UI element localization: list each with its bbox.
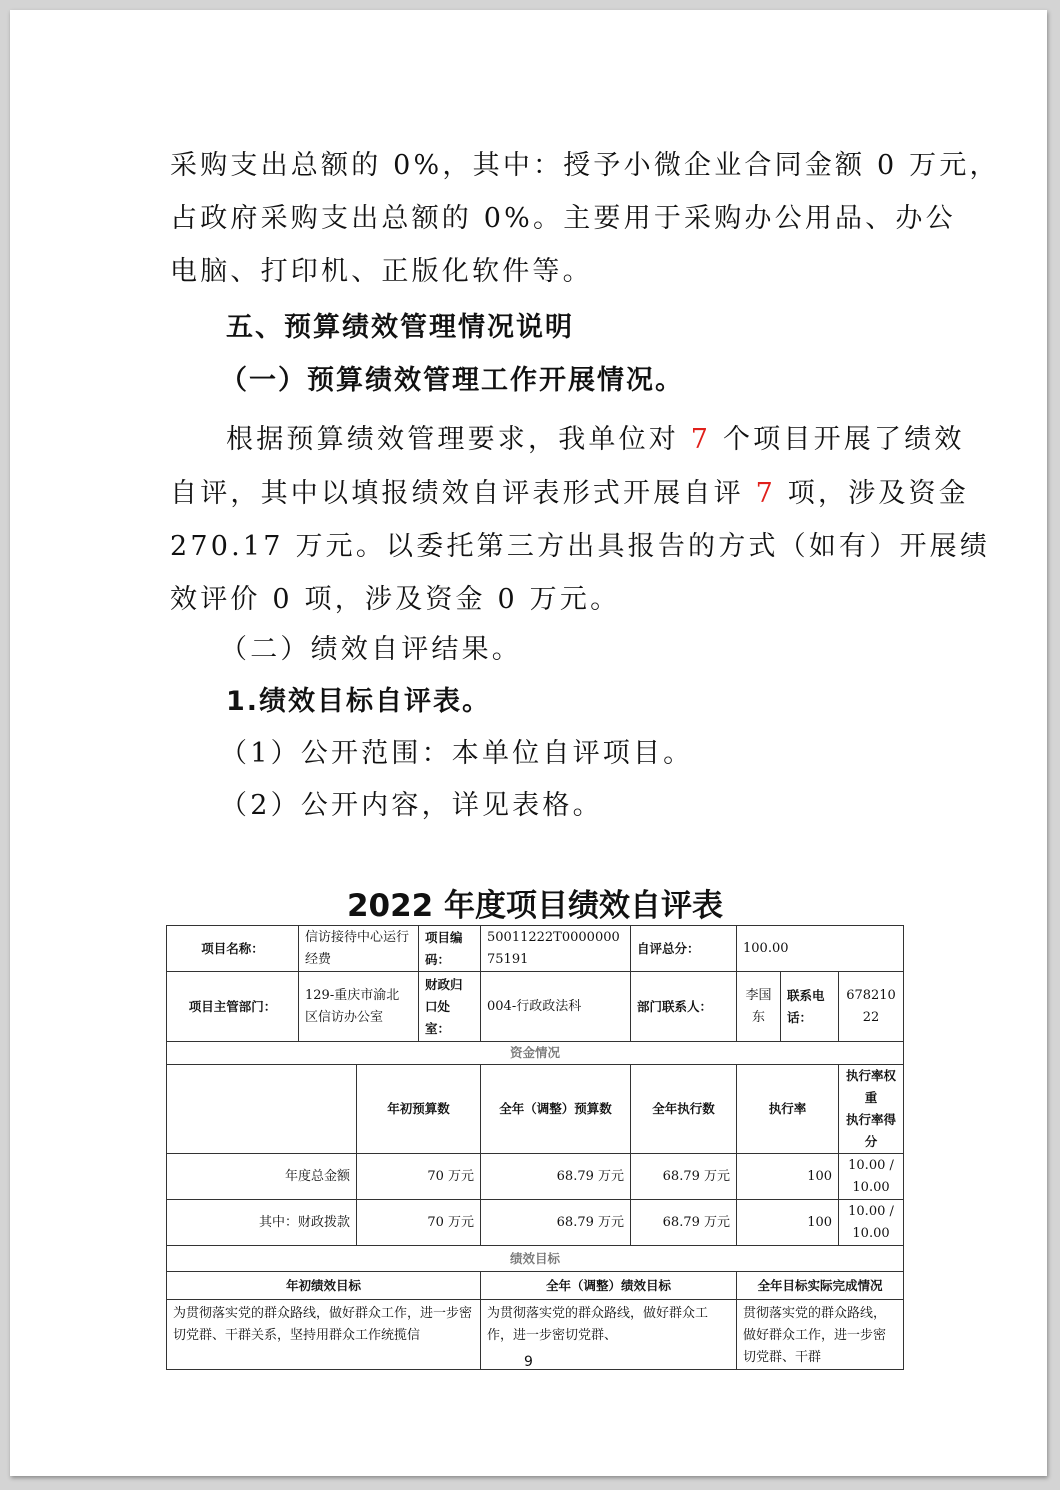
item-heading: 1.绩效目标自评表。 xyxy=(226,686,492,717)
fund-initial: 70 万元 xyxy=(357,1200,481,1246)
text-fragment: 根据预算绩效管理要求，我单位对 xyxy=(226,424,679,455)
text-fragment: 个项目开展了绩效 xyxy=(722,424,965,455)
col-rate-weight-score xyxy=(839,1065,904,1154)
text-fragment: 自评，其中以填报绩效自评表形式开展自评 xyxy=(170,478,744,509)
phone-value: 67821022 xyxy=(839,972,904,1042)
finance-label: 财政归口处室： xyxy=(419,972,481,1042)
initial-goal-text: 为贯彻落实党的群众路线，做好群众工作，进一步密切党群、干群关系，坚持用群众工作统揽信 xyxy=(167,1300,481,1370)
table-row xyxy=(167,1272,904,1300)
fund-adjusted: 68.79 万元 xyxy=(481,1200,631,1246)
text-line xyxy=(170,478,969,510)
col-rate-weight: 执行率权重 xyxy=(846,1068,897,1105)
fund-row-label: 年度总金额 xyxy=(167,1154,357,1200)
actual-completion-text: 贯彻落实党的群众路线，做好群众工作，进一步密切党群、干群 xyxy=(737,1300,904,1370)
subsection-heading: （二）绩效自评结果。 xyxy=(220,634,522,665)
performance-table xyxy=(166,925,904,1370)
col-adjusted-budget: 全年（调整）预算数 xyxy=(481,1065,631,1154)
dept-label: 项目主管部门： xyxy=(167,972,299,1042)
text-fragment: 项，涉及资金 xyxy=(787,478,969,509)
highlighted-count: 7 xyxy=(755,478,776,509)
score-label: 自评总分： xyxy=(631,926,737,972)
col-exec-rate: 执行率 xyxy=(737,1065,839,1154)
fund-weight: 10.00 xyxy=(848,1203,886,1219)
goals-section-header: 绩效目标 xyxy=(167,1246,904,1272)
text-line: （1）公开范围：本单位自评项目。 xyxy=(220,738,694,769)
page-number: 9 xyxy=(524,1354,533,1370)
phone-label: 联系电话： xyxy=(781,972,839,1042)
text-line: 电脑、打印机、正版化软件等。 xyxy=(170,256,593,287)
col-rate-score: 执行率得分 xyxy=(846,1112,897,1149)
text-line: 占政府采购支出总额的 0%。主要用于采购办公用品、办公 xyxy=(170,203,956,234)
col-adjusted-goal: 全年（调整）绩效目标 xyxy=(481,1272,737,1300)
table-title: 2022 年度项目绩效自评表 xyxy=(346,888,724,924)
finance-value: 004-行政政法科 xyxy=(481,972,631,1042)
fund-adjusted: 68.79 万元 xyxy=(481,1154,631,1200)
score-value: 100.00 xyxy=(737,926,904,972)
empty-cell xyxy=(167,1065,357,1154)
table-row xyxy=(167,1246,904,1272)
fund-rate: 100 xyxy=(737,1154,839,1200)
text-line: 270.17 万元。以委托第三方出具报告的方式（如有）开展绩 xyxy=(170,531,991,562)
contact-value: 李国东 xyxy=(737,972,781,1042)
fund-row-label: 其中：财政拨款 xyxy=(167,1200,357,1246)
fund-initial: 70 万元 xyxy=(357,1154,481,1200)
col-executed: 全年执行数 xyxy=(631,1065,737,1154)
funds-section-header: 资金情况 xyxy=(167,1042,904,1065)
text-line: （2）公开内容，详见表格。 xyxy=(220,790,603,821)
table-row xyxy=(167,1065,904,1154)
text-line xyxy=(226,424,965,456)
fund-score: 10.00 xyxy=(852,1179,890,1195)
project-code-label: 项目编码： xyxy=(419,926,481,972)
project-name-label: 项目名称： xyxy=(167,926,299,972)
table-row xyxy=(167,926,904,972)
highlighted-count: 7 xyxy=(690,424,712,455)
contact-label: 部门联系人： xyxy=(631,972,737,1042)
table-row xyxy=(167,1154,904,1200)
text-line: 效评价 0 项，涉及资金 0 万元。 xyxy=(170,584,621,615)
fund-rate: 100 xyxy=(737,1200,839,1246)
table-row xyxy=(167,972,904,1042)
fund-weight: 10.00 xyxy=(848,1157,886,1173)
section-heading: 五、预算绩效管理情况说明 xyxy=(226,312,574,343)
document-page xyxy=(10,10,1047,1476)
table-row xyxy=(167,1042,904,1065)
dept-value: 129-重庆市渝北区信访办公室 xyxy=(299,972,419,1042)
project-code-value: 50011222T000000075191 xyxy=(481,926,631,972)
col-actual-completion: 全年目标实际完成情况 xyxy=(737,1272,904,1300)
col-initial-goal: 年初绩效目标 xyxy=(167,1272,481,1300)
adjusted-goal-text: 为贯彻落实党的群众路线，做好群众工作，进一步密切党群、 xyxy=(481,1300,737,1370)
fund-weight-score: 10.00 / 10.00 xyxy=(839,1154,904,1200)
subsection-heading: （一）预算绩效管理工作开展情况。 xyxy=(220,365,684,396)
fund-weight-score: 10.00 / 10.00 xyxy=(839,1200,904,1246)
fund-executed: 68.79 万元 xyxy=(631,1154,737,1200)
col-initial-budget: 年初预算数 xyxy=(357,1065,481,1154)
fund-score: 10.00 xyxy=(852,1225,890,1241)
table-row xyxy=(167,1200,904,1246)
project-name-value: 信访接待中心运行经费 xyxy=(299,926,419,972)
fund-executed: 68.79 万元 xyxy=(631,1200,737,1246)
text-line: 采购支出总额的 0%，其中：授予小微企业合同金额 0 万元， xyxy=(170,150,1000,181)
